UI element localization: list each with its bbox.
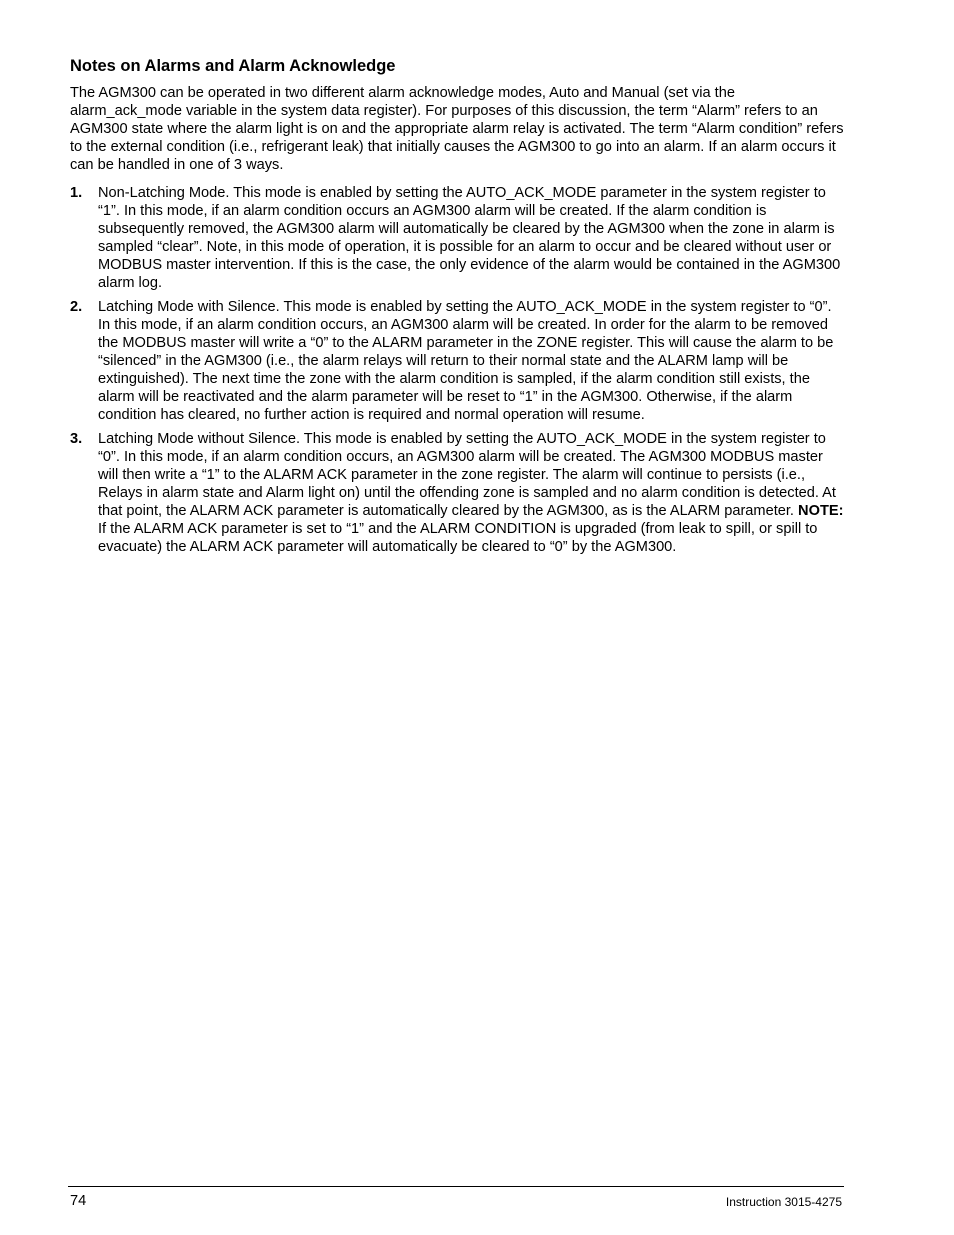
list-item-text xyxy=(98,430,844,556)
list-item-number: 3. xyxy=(70,431,83,447)
list-item-text-after-note: If the ALARM ACK parameter is set to “1” and the ALARM CONDITION is upgraded (from leak to spill, or spill to evacuate) the ALARM ACK parameter will automatically be cleared to “0” by the AGM300. xyxy=(98,521,818,555)
list-item xyxy=(70,298,844,424)
list-item xyxy=(70,430,844,556)
page-number: 74 xyxy=(70,1193,87,1209)
alarm-mode-list xyxy=(70,184,844,556)
list-item-number: 1. xyxy=(70,185,83,201)
page-content xyxy=(70,56,844,562)
list-item-text: Latching Mode with Silence. This mode is enabled by setting the AUTO_ACK_MODE in the system register to “0”. In this mode, if an alarm condition occurs, an AGM300 alarm will be created. In order for the alarm to be removed the MODBUS master will write a “0” to the ALARM parameter in the ZONE register. This will cause the alarm to be “silenced” in the AGM300 (i.e., the alarm relays will return to their normal state and the ALARM lamp will be extinguished). The next time the zone with the alarm condition is sampled, if the alarm condition still exists, the alarm will be reactivated and the alarm parameter will be reset to “1” in the AGM300. Otherwise, if the alarm condition has cleared, no further action is required and normal operation will resume. xyxy=(98,299,834,423)
list-item-text: Non-Latching Mode. This mode is enabled by setting the AUTO_ACK_MODE parameter in the system register to “1”. In this mode, if an alarm condition occurs an AGM300 alarm will be created. If the alarm condition is subsequently removed, the AGM300 alarm will automatically be cleared by the AGM300 when the zone in alarm is sampled “clear”. Note, in this mode of operation, it is possible for an alarm to occur and be cleared without user or MODBUS master intervention. If this is the case, the only evidence of the alarm would be contained in the AGM300 alarm log. xyxy=(98,185,841,291)
note-label: NOTE: xyxy=(798,503,844,519)
footer-divider xyxy=(68,1186,844,1187)
document-id: Instruction 3015-4275 xyxy=(725,1195,842,1209)
list-item xyxy=(70,184,844,292)
list-item-number: 2. xyxy=(70,299,83,315)
intro-paragraph: The AGM300 can be operated in two different alarm acknowledge modes, Auto and Manual (set via the alarm_ack_mode variable in the system data register). For purposes of this discussion, the term “Alarm” refers to an AGM300 state where the alarm light is on and the appropriate alarm relay is activated. The term “Alarm condition” refers to the external condition (i.e., refrigerant leak) that initially causes the AGM300 to go into an alarm. If an alarm occurs it can be handled in one of 3 ways. xyxy=(70,85,844,173)
list-item-text-before-note: Latching Mode without Silence. This mode is enabled by setting the AUTO_ACK_MODE in the system register to “0”. In this mode, if an alarm condition occurs, an AGM300 alarm will be created. The AGM300 MODBUS master will then write a “1” to the ALARM ACK parameter in the zone register. The alarm will continue to persists (i.e., Relays in alarm state and Alarm light on) until the offending zone is sampled and no alarm condition is detected. At that point, the ALARM ACK parameter is automatically cleared by the AGM300, as is the ALARM parameter. xyxy=(98,431,836,519)
section-heading: Notes on Alarms and Alarm Acknowledge xyxy=(70,57,396,75)
